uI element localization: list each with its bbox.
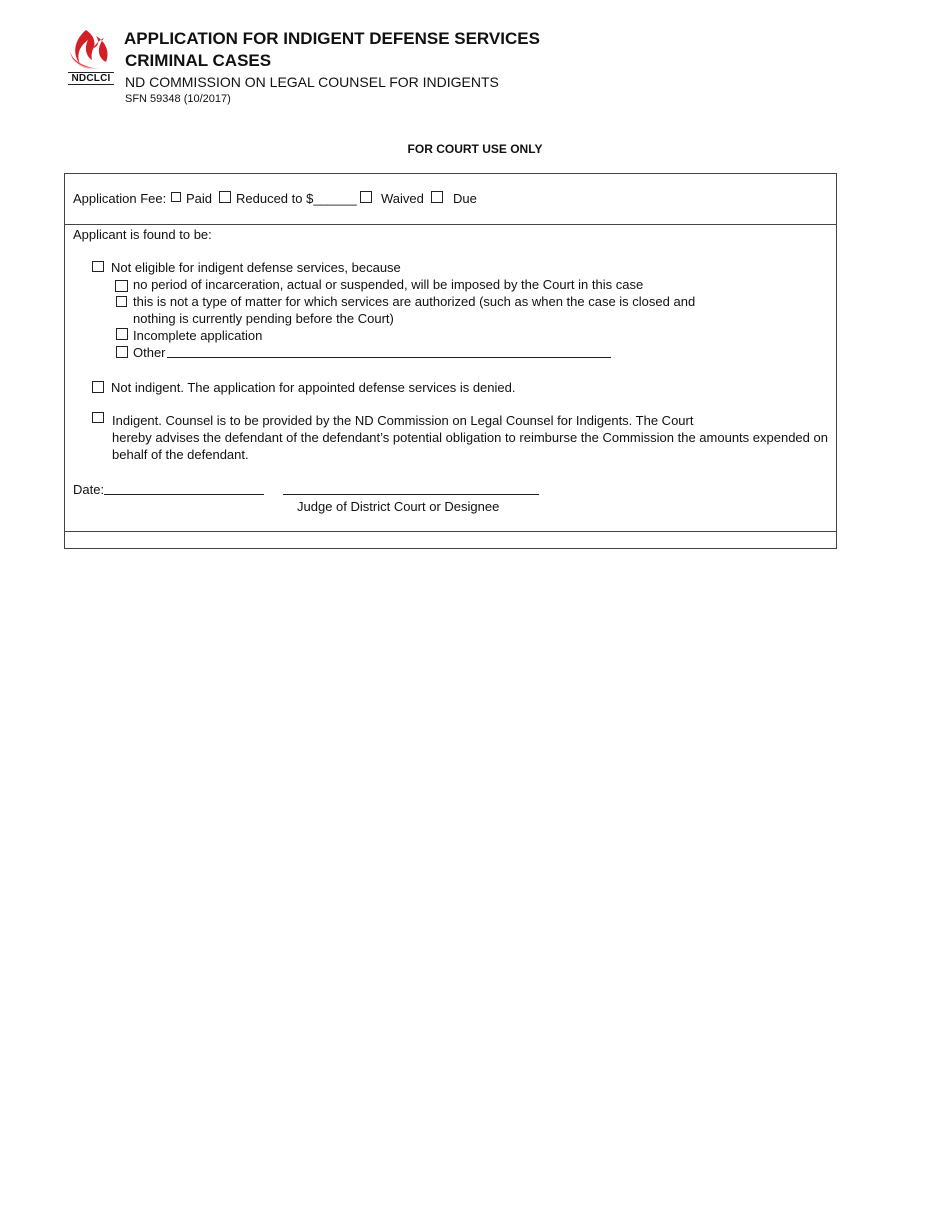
agency-name: ND COMMISSION ON LEGAL COUNSEL FOR INDIGENTS [125, 74, 499, 90]
other-blank-line[interactable] [167, 345, 611, 358]
finding-intro: Applicant is found to be: [73, 227, 212, 242]
date-field[interactable] [104, 482, 264, 495]
indigent-label-2: hereby advises the defendant of the defendant’s potential obligation to reimburse the Commission the amounts expended on [112, 430, 828, 445]
indigent-label-3: behalf of the defendant. [112, 447, 249, 462]
not-eligible-checkbox[interactable] [92, 261, 104, 272]
divider [64, 224, 837, 225]
reason-no-incarceration-label: no period of incarceration, actual or suspended, will be imposed by the Court in this case [133, 277, 644, 292]
form-title-line1: APPLICATION FOR INDIGENT DEFENSE SERVICES [124, 29, 540, 48]
flame-icon [66, 28, 114, 72]
judge-label: Judge of District Court or Designee [297, 499, 500, 514]
judge-signature-field[interactable] [283, 482, 539, 495]
fee-due-checkbox[interactable] [431, 191, 443, 203]
fee-waived-label: Waived [381, 191, 424, 206]
fee-due-label: Due [453, 191, 477, 206]
reason-incomplete-label: Incomplete application [133, 328, 263, 343]
reason-no-incarceration-checkbox[interactable] [115, 280, 128, 292]
indigent-checkbox[interactable] [92, 412, 104, 423]
fee-reduced-checkbox[interactable] [219, 191, 231, 203]
reason-other-label: Other [133, 345, 166, 360]
not-indigent-label: Not indigent. The application for appointed defense services is denied. [111, 380, 516, 395]
fee-paid-label: Paid [186, 191, 213, 206]
reason-other-checkbox[interactable] [116, 346, 128, 358]
date-label: Date: [73, 482, 105, 497]
form-number: SFN 59348 (10/2017) [125, 93, 231, 105]
indigent-label-1: Indigent. Counsel is to be provided by the ND Commission on Legal Counsel for Indigents. The Court [112, 413, 694, 428]
fee-paid-checkbox[interactable] [171, 192, 181, 202]
reason-incomplete-checkbox[interactable] [116, 328, 128, 340]
fee-reduced-label: Reduced to $______ [236, 191, 357, 206]
logo-text: NDCLCI [68, 72, 114, 85]
reason-not-authorized-label-2: nothing is currently pending before the Court) [133, 311, 394, 326]
divider [64, 531, 837, 532]
fee-label: Application Fee: [73, 191, 167, 206]
form-title-line2: CRIMINAL CASES [125, 51, 272, 70]
not-indigent-checkbox[interactable] [92, 381, 104, 393]
fee-waived-checkbox[interactable] [360, 191, 372, 203]
reason-not-authorized-label-1: this is not a type of matter for which services are authorized (such as when the case is closed and [133, 294, 696, 309]
reason-not-authorized-checkbox[interactable] [116, 296, 127, 307]
not-eligible-label: Not eligible for indigent defense services, because [111, 260, 401, 275]
court-use-heading: FOR COURT USE ONLY [407, 142, 543, 156]
